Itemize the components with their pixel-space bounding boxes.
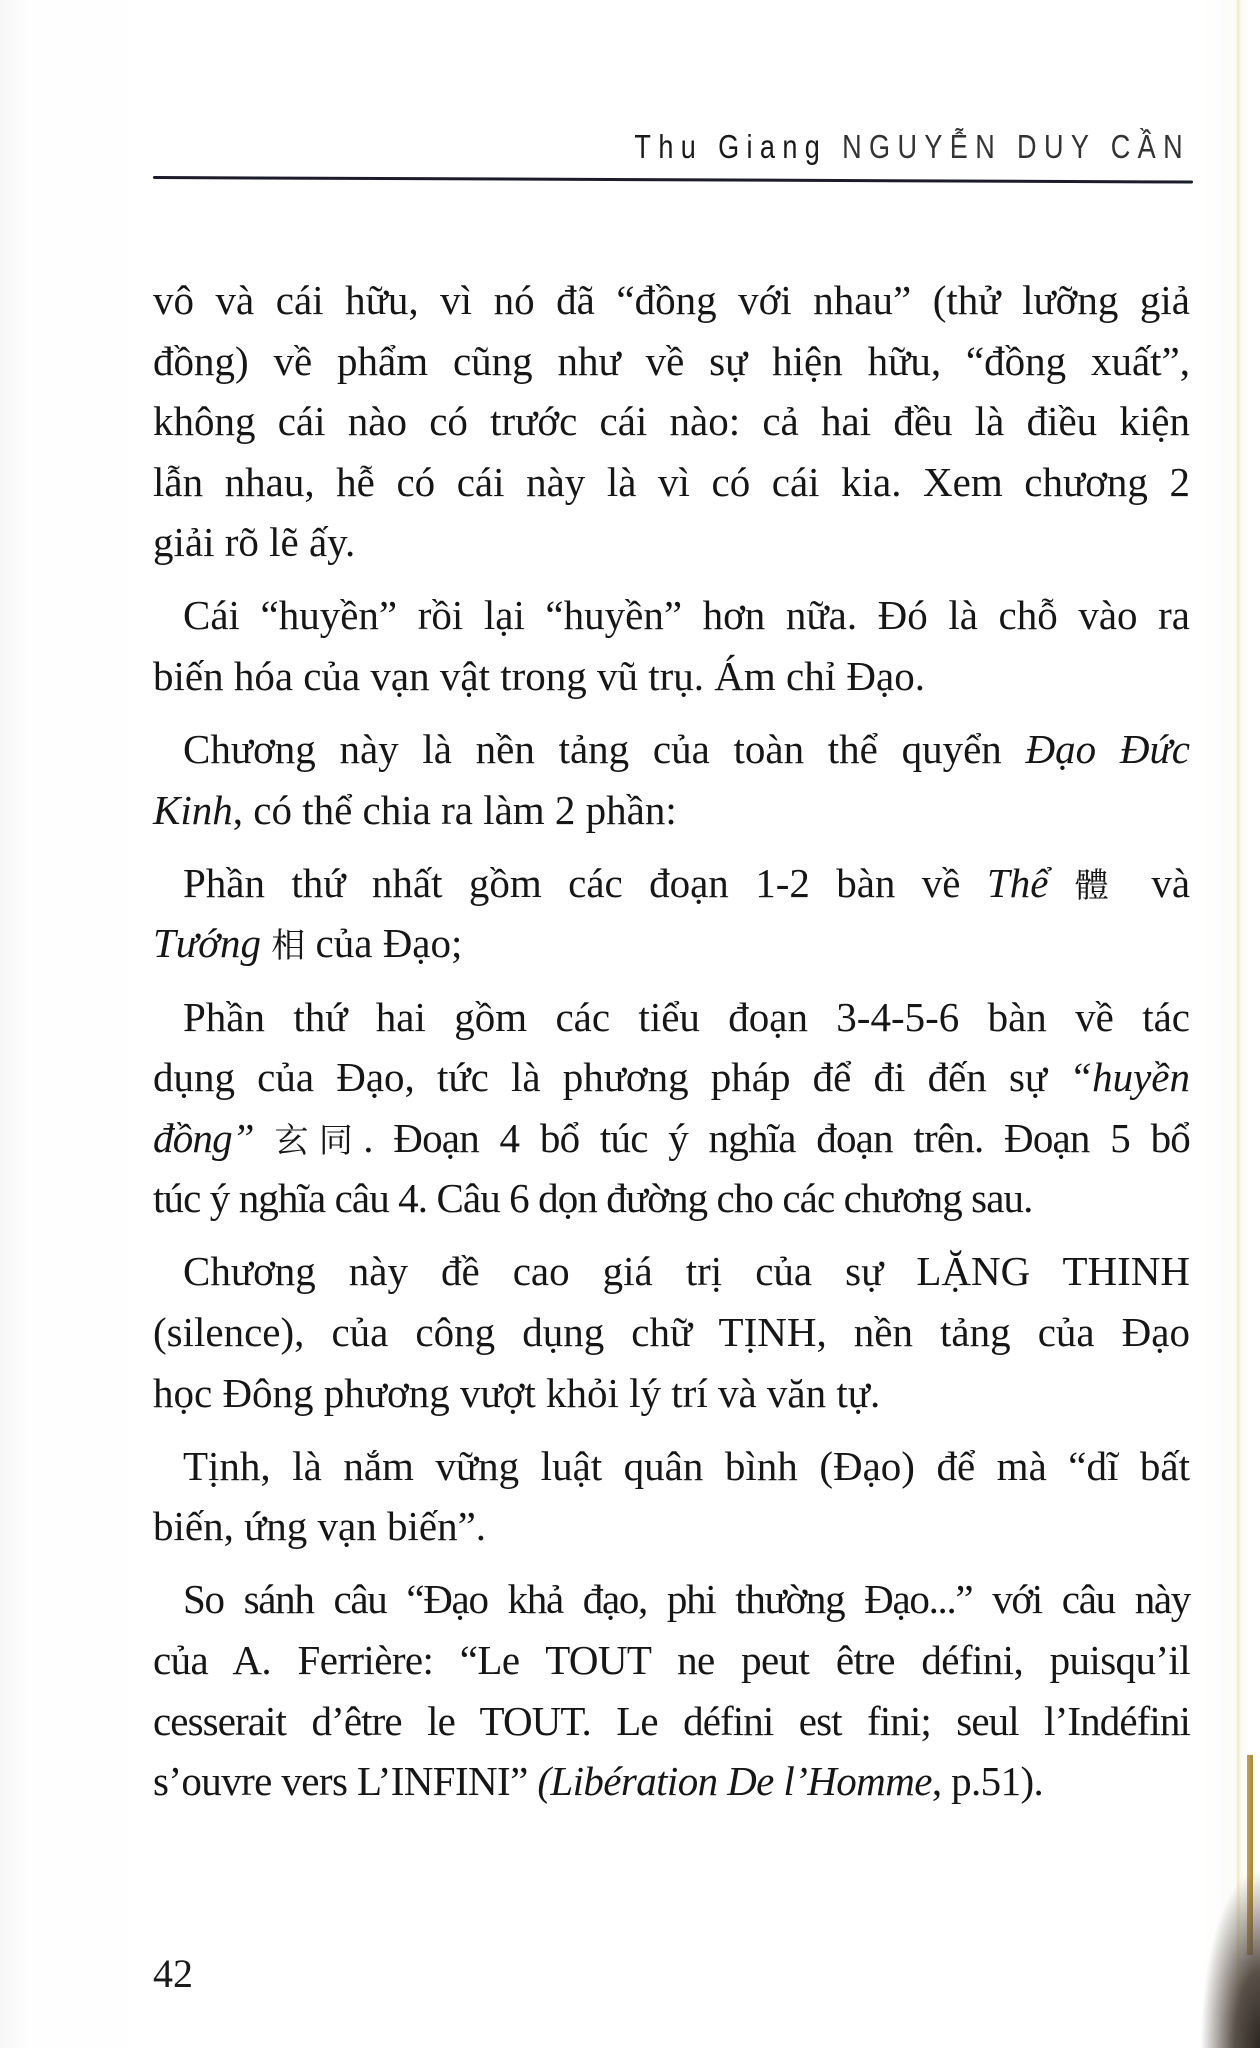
author-first-name: Thu Giang xyxy=(634,128,828,165)
paragraph-3 xyxy=(153,719,1190,840)
term-italic: Thể xyxy=(986,859,1049,906)
line-text: và xyxy=(1151,859,1191,906)
citation-italic: (Libération De l’Homme xyxy=(537,1758,932,1805)
body-text xyxy=(153,270,1190,1824)
page-number: 42 xyxy=(153,1951,193,1996)
text-line: không cái nào có trước cái nào: cả hai đều là điều kiện xyxy=(153,398,1190,445)
text-line: Chương này đề cao giá trị của sự LẶNG THINH xyxy=(183,1248,1190,1295)
text-line: đồng) về phẩm cũng như về sự hiện hữu, “đồng xuất”, xyxy=(153,337,1190,384)
page-corner-shadow xyxy=(1200,1868,1260,2048)
text-line: Cái “huyền” rồi lại “huyền” hơn nữa. Đó là chỗ vào ra xyxy=(183,592,1190,639)
text-line: (silence), của công dụng chữ TỊNH, nền tảng của Đạo xyxy=(153,1309,1190,1355)
text-line xyxy=(153,1108,1190,1169)
text-line xyxy=(153,853,1190,914)
text-line: biến hóa của vạn vật trong vũ trụ. Ám chỉ Đạo. xyxy=(153,653,925,700)
text-line: của A. Ferrière: “Le TOUT ne peut être défini, puisqu’il xyxy=(153,1636,1190,1683)
line-text: , có thể chia ra làm 2 phần: xyxy=(232,786,677,833)
text-line: túc ý nghĩa câu 4. Câu 6 dọn đường cho các chương sau. xyxy=(153,1175,1033,1222)
line-text: s’ouvre vers L’INFINI” xyxy=(153,1758,528,1805)
text-line xyxy=(153,780,1190,841)
line-text: Chương này là nền tảng của toàn thể quyển xyxy=(183,726,1002,773)
term-italic: đồng” xyxy=(153,1114,254,1161)
text-line xyxy=(153,1751,1190,1812)
text-line: biến, ứng vạn biến”. xyxy=(153,1503,487,1550)
line-text: dụng của Đạo, tức là phương pháp để đi đến sự xyxy=(153,1054,1048,1101)
chinese-character: 相 xyxy=(271,926,306,967)
paragraph-2 xyxy=(153,585,1190,706)
author-last-name: NGUYỄN DUY CẦN xyxy=(842,128,1190,165)
paragraph-6 xyxy=(153,1241,1190,1423)
line-text: . Đoạn 4 bổ túc ý nghĩa đoạn trên. Đoạn 5 bổ xyxy=(363,1114,1190,1161)
line-text: , p.51). xyxy=(931,1758,1044,1805)
term-italic: Tướng xyxy=(153,920,262,967)
paragraph-7 xyxy=(153,1436,1190,1557)
text-line: Tịnh, là nắm vững luật quân bình (Đạo) để mà “dĩ bất xyxy=(183,1442,1190,1489)
term-italic: “huyền xyxy=(1069,1054,1190,1101)
chinese-characters: 玄同 xyxy=(274,1120,364,1161)
text-line: Phần thứ hai gồm các tiểu đoạn 3-4-5-6 bàn về tác xyxy=(183,993,1190,1040)
paragraph-1 xyxy=(153,270,1190,573)
line-text: của Đạo; xyxy=(315,920,463,967)
text-line: So sánh câu “Đạo khả đạo, phi thường Đạo...” với câu này xyxy=(183,1576,1190,1623)
text-line xyxy=(153,913,1190,974)
text-line xyxy=(153,1047,1190,1108)
text-line: cesserait d’être le TOUT. Le défini est fini; seul l’Indéfini xyxy=(153,1697,1190,1744)
chinese-character: 體 xyxy=(1074,865,1125,906)
paragraph-5 xyxy=(153,987,1190,1229)
header-rule xyxy=(153,176,1193,184)
text-line: lẫn nhau, hễ có cái này là vì có cái kia. Xem chương 2 xyxy=(153,458,1190,505)
book-title-italic: Kinh xyxy=(153,786,233,833)
book-title-italic: Đạo Đức xyxy=(1025,726,1191,773)
line-text: Phần thứ nhất gồm các đoạn 1-2 bàn về xyxy=(183,859,961,906)
paragraph-4 xyxy=(153,853,1190,974)
text-line: học Đông phương vượt khỏi lý trí và văn tự. xyxy=(153,1369,881,1416)
running-header xyxy=(340,128,1190,166)
text-line: vô và cái hữu, vì nó đã “đồng với nhau” (thử lưỡng giả xyxy=(153,277,1190,323)
text-line xyxy=(153,719,1190,780)
paragraph-8 xyxy=(153,1569,1190,1811)
text-line: giải rõ lẽ ấy. xyxy=(153,519,356,566)
